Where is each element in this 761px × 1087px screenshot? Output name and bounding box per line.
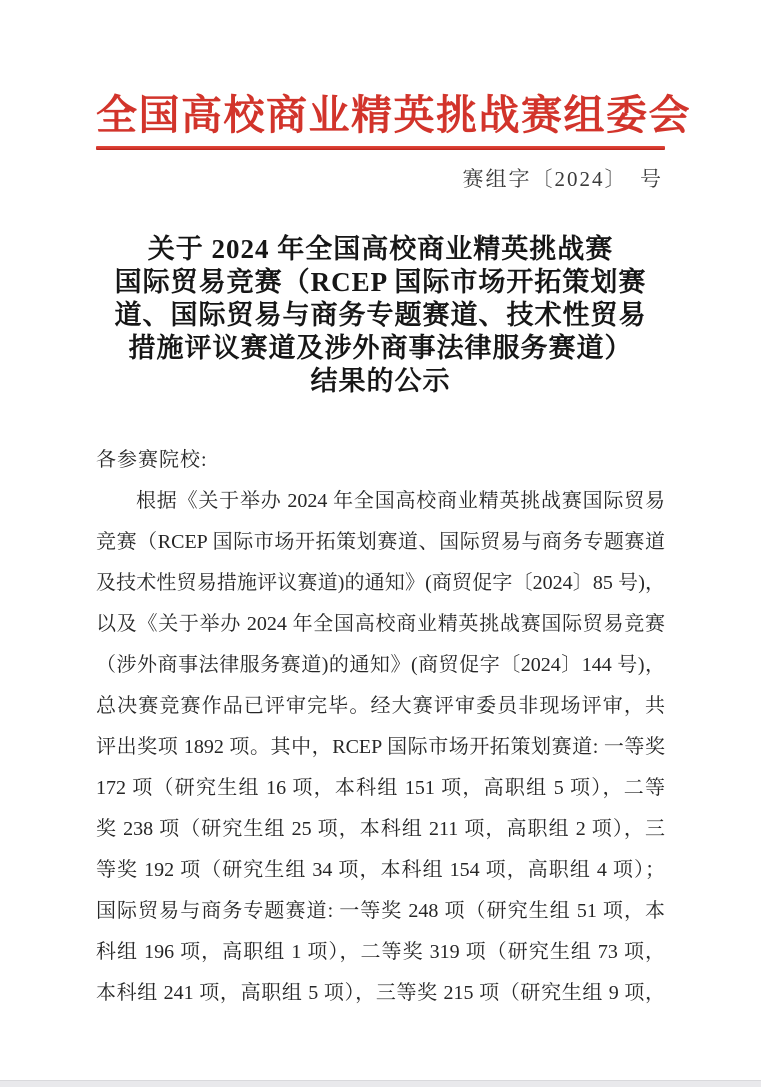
doc-title — [96, 233, 665, 398]
salutation: 各参赛院校: — [96, 449, 208, 472]
body-line: 奖 238 项（研究生组 25 项，本科组 211 项，高职组 2 项），三 — [96, 818, 665, 841]
body-line: （涉外商事法律服务赛道)的通知》(商贸促字〔2024〕144 号)， — [96, 654, 665, 677]
doc-title-line: 措施评议赛道及涉外商事法律服务赛道） — [128, 333, 633, 364]
body-line: 科组 196 项，高职组 1 项），二等奖 319 项（研究生组 73 项， — [96, 941, 665, 964]
body-line: 总决赛竞赛作品已评审完毕。经大赛评审委员非现场评审，共 — [96, 695, 665, 718]
doc-number: 赛组字〔2024〕 号 — [462, 167, 663, 192]
body-text — [96, 440, 665, 1014]
doc-title-line: 道、国际贸易与商务专题赛道、技术性贸易 — [114, 300, 647, 331]
body-line: 国际贸易与商务专题赛道: 一等奖 248 项（研究生组 51 项，本 — [96, 900, 665, 923]
body-line: 本科组 241 项，高职组 5 项），三等奖 215 项（研究生组 9 项， — [96, 982, 665, 1005]
body-line: 以及《关于举办 2024 年全国高校商业精英挑战赛国际贸易竞赛 — [96, 613, 665, 636]
doc-title-line: 关于 2024 年全国高校商业精英挑战赛 — [147, 234, 614, 265]
body-line: 竞赛（RCEP 国际市场开拓策划赛道、国际贸易与商务专题赛道 — [96, 531, 665, 554]
body-line: 根据《关于举办 2024 年全国高校商业精英挑战赛国际贸易 — [136, 490, 665, 513]
bottom-strip — [0, 1080, 761, 1087]
red-divider-line — [96, 146, 665, 150]
doc-title-line: 国际贸易竞赛（RCEP 国际市场开拓策划赛 — [114, 267, 647, 298]
body-line: 及技术性贸易措施评议赛道)的通知》(商贸促字〔2024〕85 号)， — [96, 572, 665, 595]
body-line: 评出奖项 1892 项。其中，RCEP 国际市场开拓策划赛道: 一等奖 — [96, 736, 665, 759]
body-line: 等奖 192 项（研究生组 34 项，本科组 154 项，高职组 4 项）； — [96, 859, 665, 882]
doc-title-line: 结果的公示 — [310, 366, 451, 397]
org-title: 全国高校商业精英挑战赛组委会 — [96, 92, 691, 138]
body-line: 172 项（研究生组 16 项，本科组 151 项，高职组 5 项），二等 — [96, 777, 665, 800]
